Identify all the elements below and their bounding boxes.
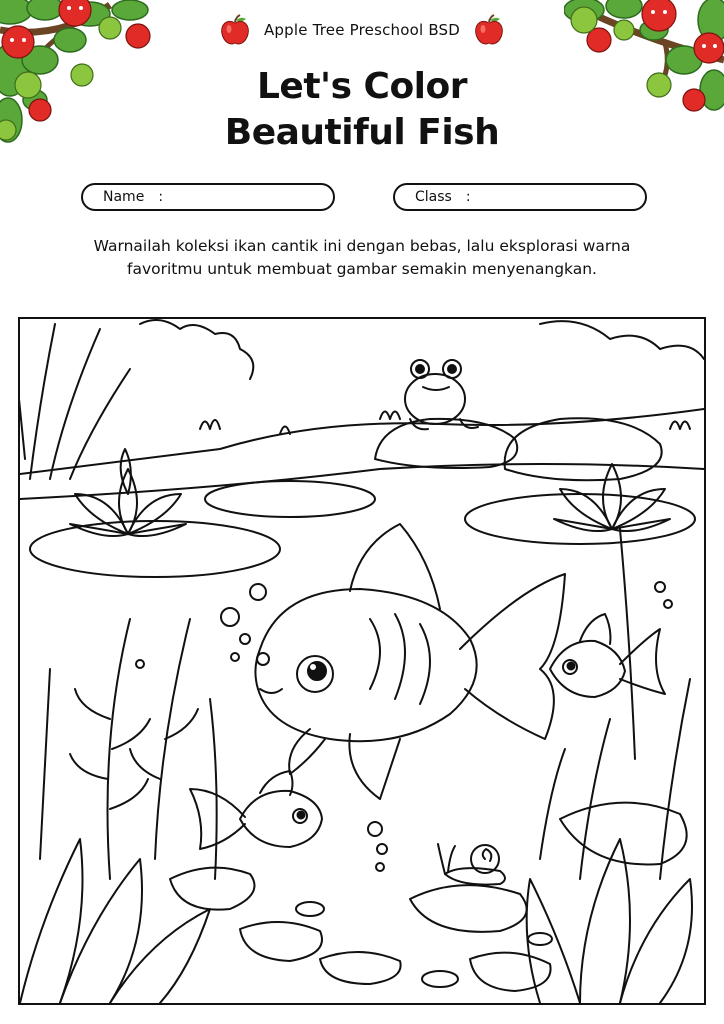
page-title xyxy=(0,64,724,156)
rock xyxy=(375,419,517,468)
class-field[interactable] xyxy=(393,183,647,211)
aquatic-plants xyxy=(540,529,690,879)
instructions-line-1: Warnailah koleksi ikan cantik ini dengan bebas, lalu eksplorasi warna xyxy=(93,237,631,255)
title-line-1: Let's Color xyxy=(256,66,468,107)
apple-icon xyxy=(220,14,250,46)
name-field[interactable] xyxy=(81,183,335,211)
lotus-flower xyxy=(554,464,670,531)
lily-pad xyxy=(205,481,375,517)
name-label: Name xyxy=(103,189,145,205)
lotus-flower xyxy=(70,449,186,536)
instructions-line-2: favoritmu untuk membuat gambar semakin menyenangkan. xyxy=(127,260,597,278)
bush-outline xyxy=(540,321,704,359)
bush-outline xyxy=(140,320,253,379)
title-line-2: Beautiful Fish xyxy=(224,112,500,153)
school-name: Apple Tree Preschool BSD xyxy=(263,21,461,39)
big-fish xyxy=(255,524,565,799)
aquatic-plants xyxy=(40,619,217,879)
foreground-leaves xyxy=(20,839,692,1003)
reeds xyxy=(20,324,130,479)
small-fish xyxy=(550,614,665,697)
rock xyxy=(505,418,662,480)
lily-pad xyxy=(465,494,695,544)
name-colon: : xyxy=(158,189,164,205)
class-colon: : xyxy=(465,189,471,205)
coloring-illustration-frame xyxy=(18,317,706,1005)
small-fish xyxy=(190,771,322,849)
class-label: Class xyxy=(415,189,452,205)
coloring-illustration xyxy=(20,319,704,1003)
school-header xyxy=(0,14,724,46)
snail xyxy=(438,844,505,885)
instructions xyxy=(40,235,684,281)
apple-icon xyxy=(474,14,504,46)
